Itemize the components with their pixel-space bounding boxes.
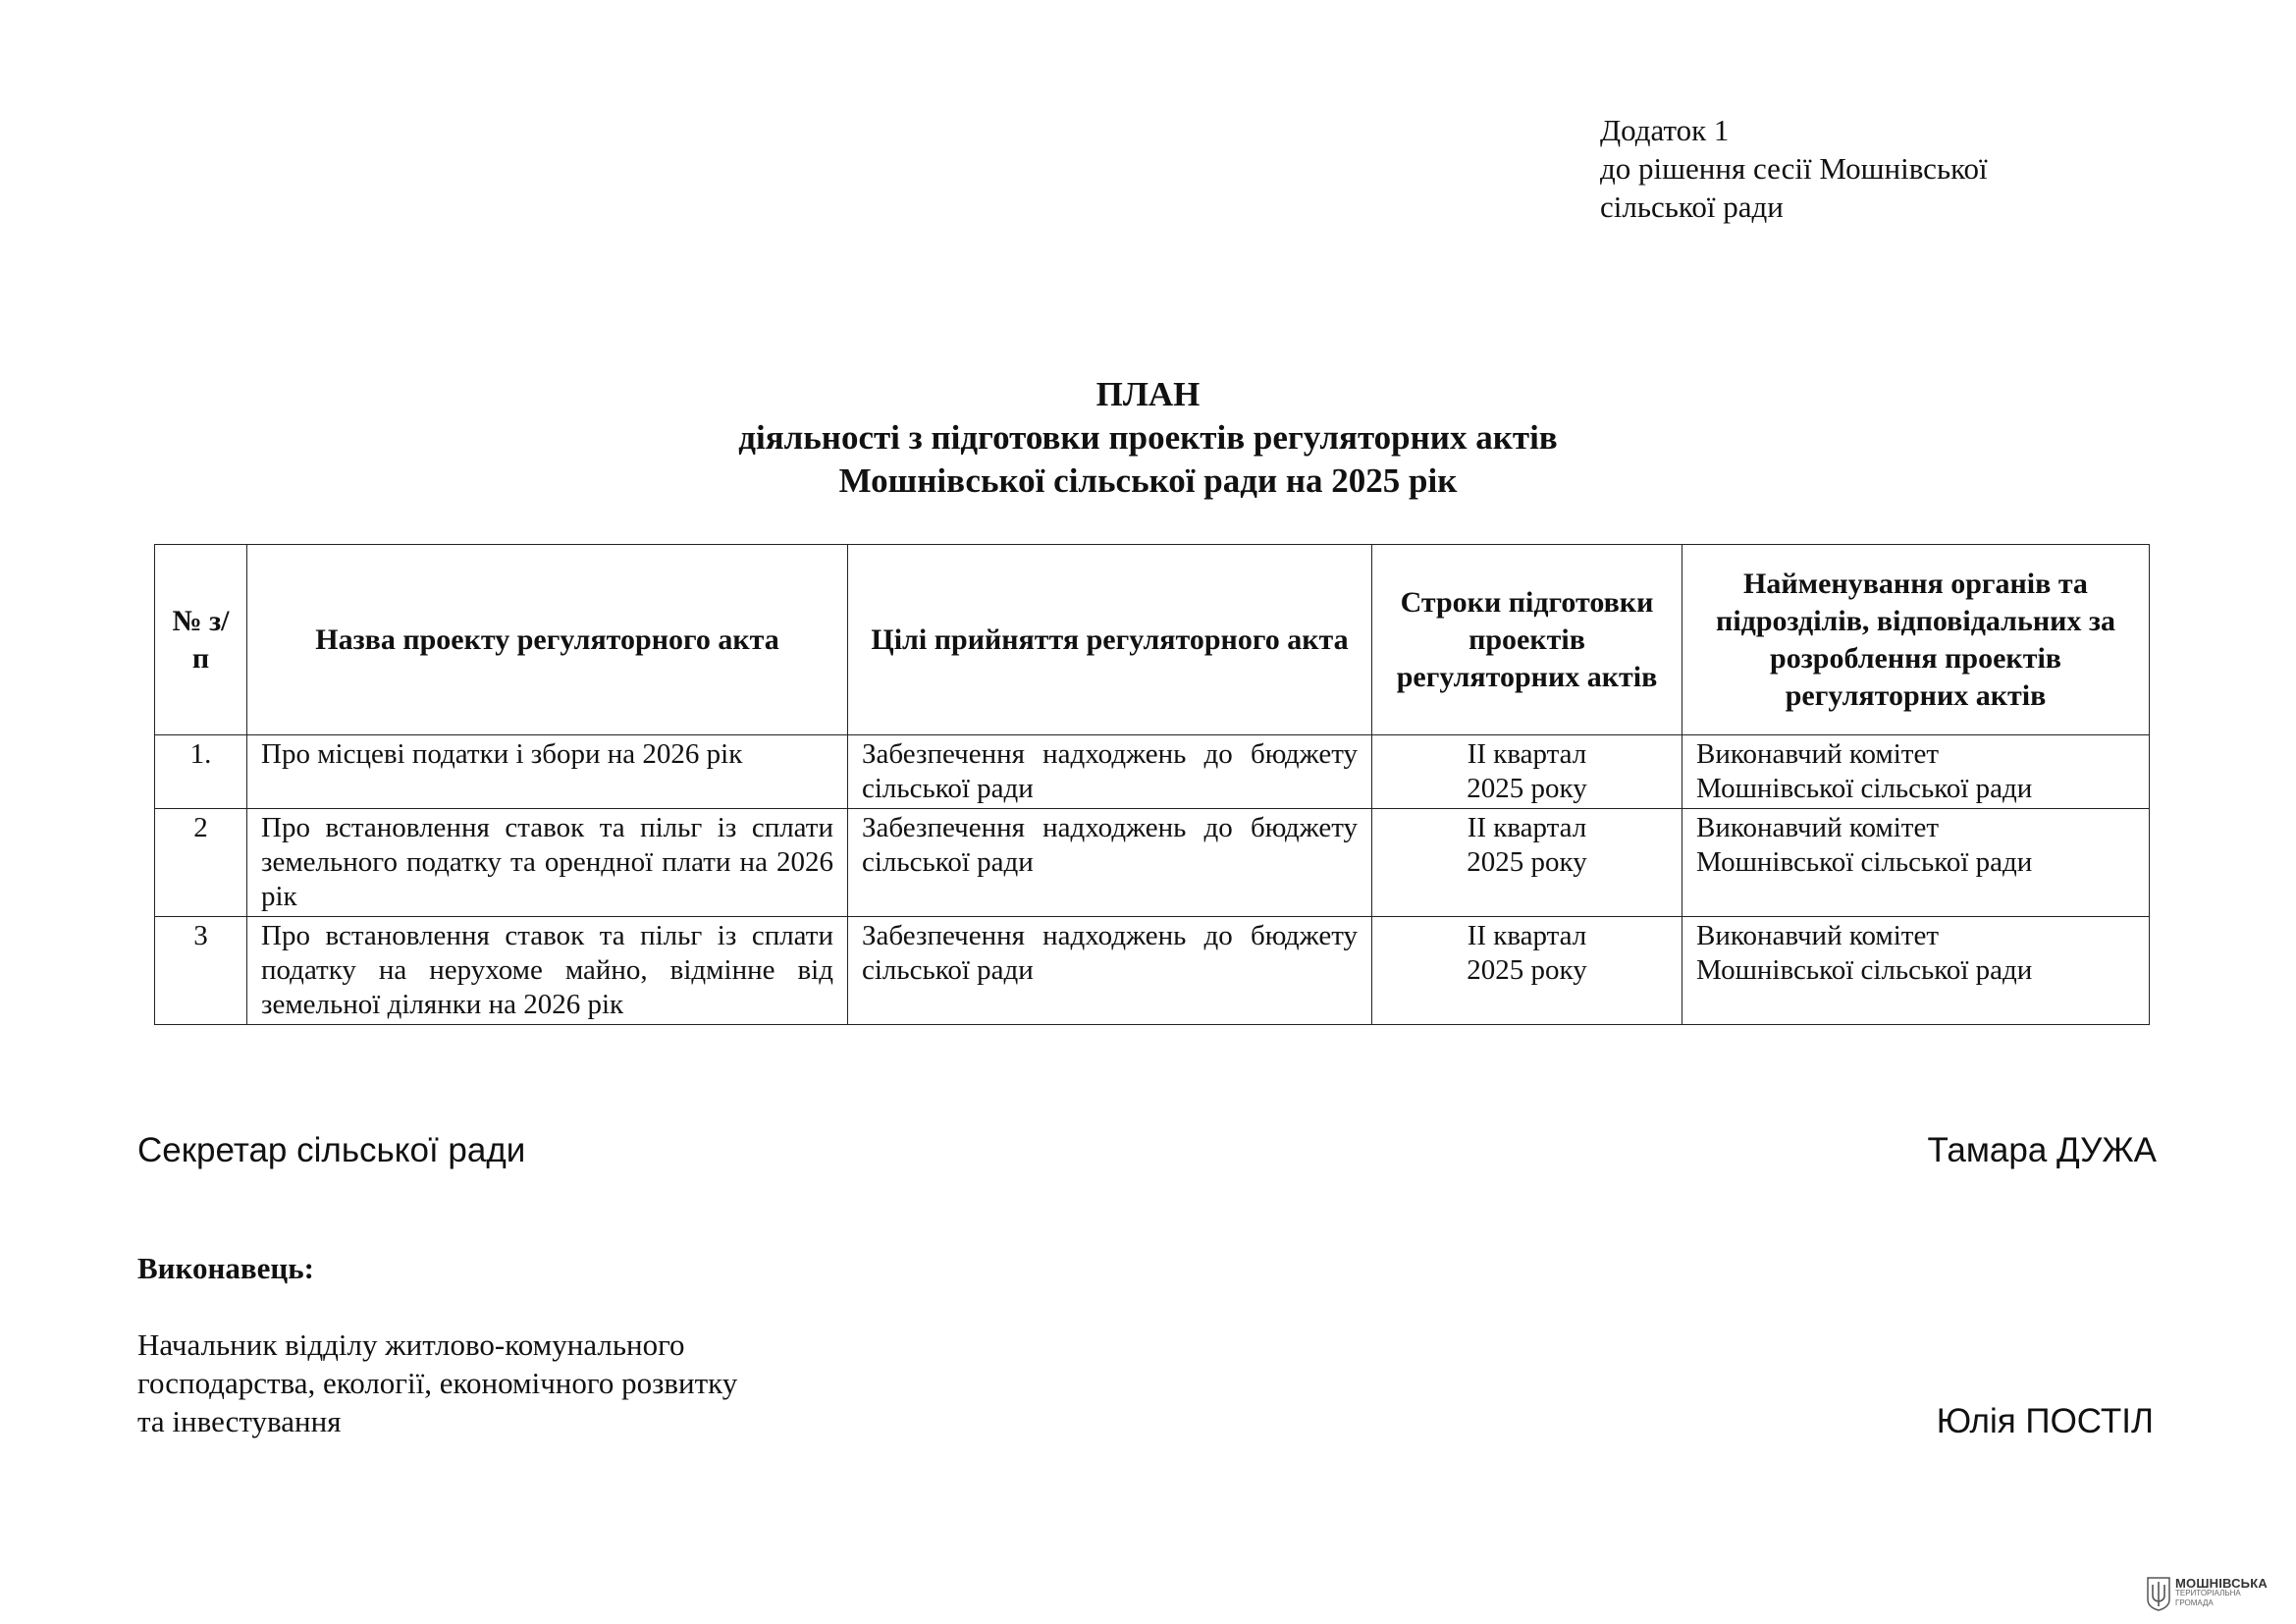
term-quarter: ІІ квартал — [1467, 920, 1587, 951]
logo-line-1: МОШНІВСЬКА — [2175, 1576, 2268, 1591]
signature-name: Тамара ДУЖА — [1927, 1131, 2157, 1169]
cell-name: Про встановлення ставок та пільг із сплати податку на нерухоме майно, відмінне від земельної ділянки на 2026 рік — [247, 917, 848, 1025]
title-line-1: ПЛАН — [1095, 375, 1201, 413]
title-line-2: діяльності з підготовки проектів регуляторних актів — [738, 418, 1558, 457]
logo-line-3: ГРОМАДА — [2175, 1598, 2214, 1607]
table-row — [155, 735, 2150, 809]
term-quarter: ІІ квартал — [1467, 738, 1587, 770]
executor-name: Юлія ПОСТІЛ — [1936, 1402, 2154, 1440]
header-goal: Цілі прийняття регуляторного акта — [848, 545, 1372, 735]
cell-goal: Забезпечення надходжень до бюджету сільської ради — [848, 735, 1372, 809]
plan-table — [154, 544, 2150, 1025]
executor-position-line-3: та інвестування — [137, 1404, 342, 1438]
table-header-row — [155, 545, 2150, 735]
responsible-line-2: Мошнівської сільської ради — [1696, 954, 2033, 986]
cell-num: 3 — [155, 917, 247, 1025]
cell-goal: Забезпечення надходжень до бюджету сільської ради — [848, 917, 1372, 1025]
annex-line-2: до рішення сесії Мошнівської — [1600, 151, 1988, 186]
responsible-line-2: Мошнівської сільської ради — [1696, 846, 2033, 878]
logo-text — [2175, 1576, 2268, 1608]
title-line-3: Мошнівської сільської ради на 2025 рік — [838, 461, 1458, 500]
executor-label: Виконавець: — [137, 1251, 314, 1285]
term-year: 2025 року — [1467, 773, 1587, 804]
responsible-line-1: Виконавчий комітет — [1696, 812, 1940, 843]
signature-position: Секретар сільської ради — [137, 1131, 526, 1169]
cell-responsible — [1682, 735, 2150, 809]
executor-position-line-2: господарства, екології, економічного розвитку — [137, 1366, 738, 1400]
document-title — [0, 373, 2296, 503]
term-quarter: ІІ квартал — [1467, 812, 1587, 843]
annex-line-1: Додаток 1 — [1600, 113, 1730, 147]
annex-note — [1600, 111, 1988, 226]
annex-line-3: сільської ради — [1600, 189, 1784, 224]
responsible-line-1: Виконавчий комітет — [1696, 920, 1940, 951]
cell-name: Про встановлення ставок та пільг із сплати земельного податку та орендної плати на 2026 рік — [247, 809, 848, 917]
term-year: 2025 року — [1467, 846, 1587, 878]
trident-emblem-icon — [2146, 1576, 2171, 1611]
community-logo — [2146, 1574, 2283, 1613]
executor-position — [137, 1326, 737, 1440]
cell-name: Про місцеві податки і збори на 2026 рік — [247, 735, 848, 809]
cell-term — [1372, 735, 1682, 809]
cell-responsible — [1682, 809, 2150, 917]
table-row — [155, 917, 2150, 1025]
term-year: 2025 року — [1467, 954, 1587, 986]
header-num: № з/п — [155, 545, 247, 735]
cell-num: 2 — [155, 809, 247, 917]
responsible-line-2: Мошнівської сільської ради — [1696, 773, 2033, 804]
cell-num: 1. — [155, 735, 247, 809]
header-responsible: Найменування органів та підрозділів, відповідальних за розроблення проектів регуляторних актів — [1682, 545, 2150, 735]
header-name: Назва проекту регуляторного акта — [247, 545, 848, 735]
table-row — [155, 809, 2150, 917]
cell-term — [1372, 809, 1682, 917]
logo-line-2: ТЕРИТОРІАЛЬНА — [2175, 1589, 2241, 1597]
cell-responsible — [1682, 917, 2150, 1025]
executor-position-line-1: Начальник відділу житлово-комунального — [137, 1327, 685, 1362]
responsible-line-1: Виконавчий комітет — [1696, 738, 1940, 770]
cell-goal: Забезпечення надходжень до бюджету сільської ради — [848, 809, 1372, 917]
header-term: Строки підготовки проектів регуляторних актів — [1372, 545, 1682, 735]
cell-term — [1372, 917, 1682, 1025]
